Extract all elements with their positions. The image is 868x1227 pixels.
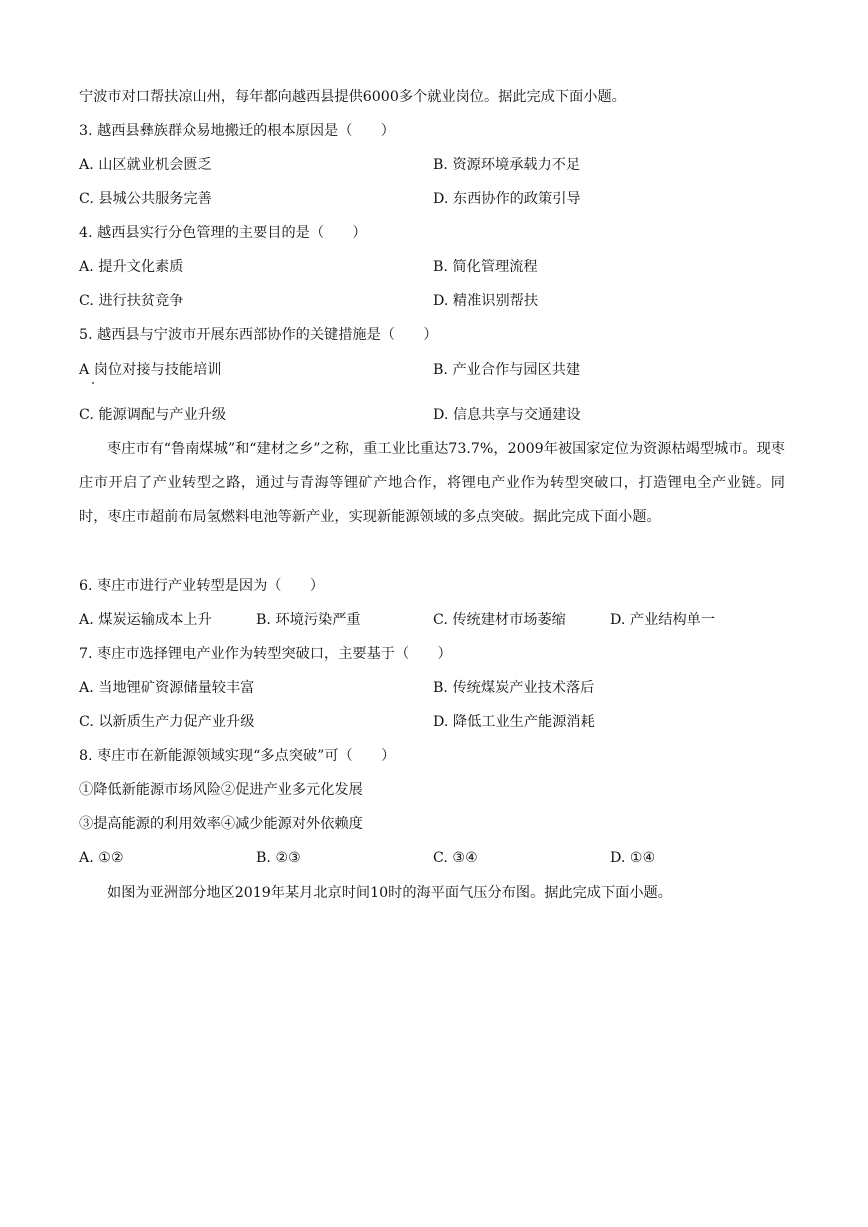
option-a[interactable]: A 岗位对接与技能培训 [79, 362, 222, 378]
passage-pressure-map: 如图为亚洲部分地区2019年某月北京时间10时的海平面气压分布图。据此完成下面小题。 [107, 885, 672, 901]
question-stem: 4. 越西县实行分色管理的主要目的是（ ） [79, 225, 367, 241]
option-c[interactable]: C. ③④ [433, 850, 478, 866]
option-d[interactable]: D. 信息共享与交通建设 [433, 407, 581, 423]
option-b[interactable]: B. 资源环境承载力不足 [433, 157, 581, 173]
option-a[interactable]: A. 煤炭运输成本上升 [79, 612, 212, 628]
option-c[interactable]: C. 县城公共服务完善 [79, 191, 212, 207]
option-c[interactable]: C. 以新质生产力促产业升级 [79, 714, 255, 730]
option-b[interactable]: B. 传统煤炭产业技术落后 [433, 680, 595, 696]
option-a[interactable]: A. ①② [79, 850, 124, 866]
option-c[interactable]: C. 能源调配与产业升级 [79, 407, 227, 423]
scan-dot [92, 382, 94, 384]
statement-line-2: ③提高能源的利用效率④减少能源对外依赖度 [79, 816, 363, 832]
option-c[interactable]: C. 进行扶贫竞争 [79, 293, 184, 309]
option-b[interactable]: B. 产业合作与园区共建 [433, 362, 581, 378]
question-stem: 8. 枣庄市在新能源领域实现“多点突破”可（ ） [79, 748, 396, 764]
option-b[interactable]: B. 环境污染严重 [256, 612, 361, 628]
option-c[interactable]: C. 传统建材市场萎缩 [433, 612, 566, 628]
question-stem: 5. 越西县与宁波市开展东西部协作的关键措施是（ ） [79, 327, 438, 343]
question-stem: 6. 枣庄市进行产业转型是因为（ ） [79, 578, 325, 594]
option-a[interactable]: A. 提升文化素质 [79, 259, 184, 275]
option-d[interactable]: D. 精准识别帮扶 [433, 293, 539, 309]
option-b[interactable]: B. ②③ [256, 850, 301, 866]
passage-zaozhuang: 枣庄市有“鲁南煤城”和“建材之乡”之称，重工业比重达73.7%，2009年被国家定位为资源枯竭型城市。现枣庄市开启了产业转型之路，通过与青海等锂矿产地合作，将锂电产业作为转型突破口，打造锂电全产业链。同时，枣庄市超前布局氢燃料电池等新产业，实现新能源领域的多点突破。据此完成下面小题。 [79, 441, 785, 525]
option-b[interactable]: B. 简化管理流程 [433, 259, 538, 275]
option-d[interactable]: D. 降低工业生产能源消耗 [433, 714, 595, 730]
option-a[interactable]: A. 山区就业机会匮乏 [79, 157, 212, 173]
option-d[interactable]: D. 产业结构单一 [610, 612, 716, 628]
intro-tail: 宁波市对口帮扶凉山州，每年都向越西县提供6000多个就业岗位。据此完成下面小题。 [79, 89, 626, 105]
option-d[interactable]: D. 东西协作的政策引导 [433, 191, 581, 207]
question-stem: 3. 越西县彝族群众易地搬迁的根本原因是（ ） [79, 123, 395, 139]
option-a[interactable]: A. 当地锂矿资源储量较丰富 [79, 680, 255, 696]
statement-line-1: ①降低新能源市场风险②促进产业多元化发展 [79, 782, 363, 798]
option-d[interactable]: D. ①④ [610, 850, 656, 866]
question-stem: 7. 枣庄市选择锂电产业作为转型突破口，主要基于（ ） [79, 646, 452, 662]
